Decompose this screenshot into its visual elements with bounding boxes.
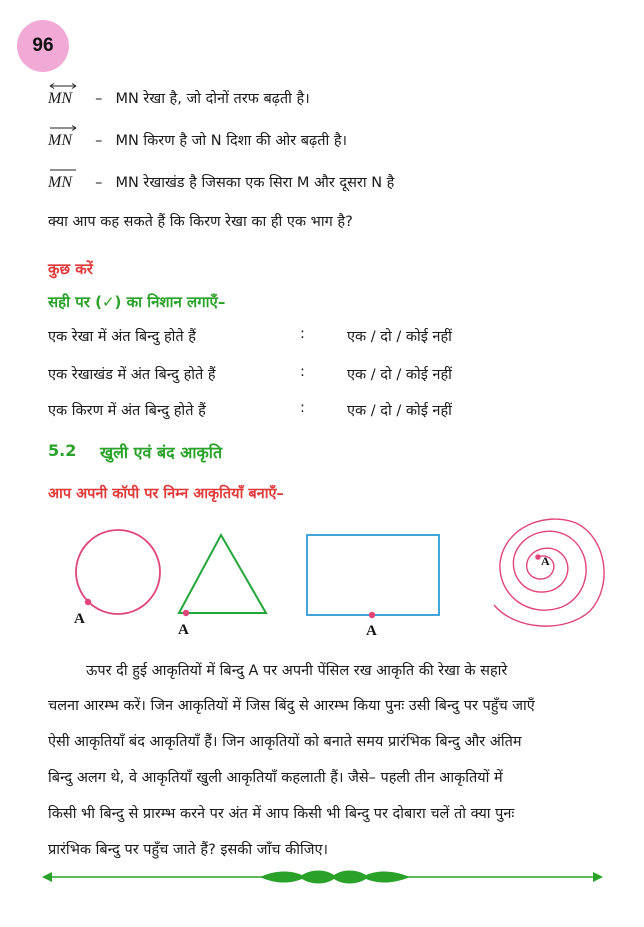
circle-point-a bbox=[85, 599, 91, 605]
bar-icon bbox=[48, 166, 78, 174]
ray-symbol: MN bbox=[48, 132, 82, 150]
activity-row-options: एक / दो / कोई नहीं bbox=[347, 367, 452, 383]
paragraph-line: किसी भी बिन्दु से प्रारम्भ करने पर अंत में आप किसी भी बिन्दु पर दोबारा चलें तो क्या पुनः bbox=[48, 806, 515, 822]
page-number: 96 bbox=[32, 35, 54, 56]
paragraph-line: ऊपर दी हुई आकृतियों में बिन्दु A पर अपनी पेंसिल रख आकृति की रेखा के सहारे bbox=[86, 663, 508, 679]
decorative-divider bbox=[40, 867, 605, 887]
activity-row-options: एक / दो / कोई नहीं bbox=[347, 329, 452, 345]
line-symbol: MN bbox=[48, 90, 82, 108]
spiral-label-a: A bbox=[541, 554, 550, 568]
triangle-point-a bbox=[183, 610, 189, 616]
circle-label-a: A bbox=[74, 611, 85, 627]
ornament-icon bbox=[260, 871, 410, 884]
notation-line-line: MN – MN रेखा है, जो दोनों तरफ बढ़ती है। bbox=[48, 88, 310, 108]
activity-row-options: एक / दो / कोई नहीं bbox=[347, 403, 452, 419]
notation-line-ray: MN – MN किरण है जो N दिशा की ओर बढ़ती है। bbox=[48, 130, 347, 150]
segment-symbol: MN bbox=[48, 174, 82, 192]
activity-row-colon: : bbox=[300, 400, 305, 416]
paragraph-line: बिन्दु अलग थे, वे आकृतियाँ खुली आकृतियाँ कहलाती हैं। जैसे– पहली तीन आकृतियों में bbox=[48, 770, 503, 786]
paragraph-line: ऐसी आकृतियाँ बंद आकृतियाँ हैं। जिन आकृतियों को बनाते समय प्रारंभिक बिन्दु और अंतिम bbox=[48, 734, 522, 750]
figures-panel bbox=[0, 495, 644, 645]
activity-instruction: सही पर (✓) का निशान लगाएँ– bbox=[48, 293, 226, 311]
spiral-point-a bbox=[535, 554, 541, 560]
right-arrowhead-icon bbox=[593, 872, 603, 882]
paragraph-line: चलना आरम्भ करें। जिन आकृतियों में जिस बिंदु से आरम्भ किया पुनः उसी बिन्दु पर पहुँच जाएँ bbox=[48, 698, 535, 714]
section-title: खुली एवं बंद आकृति bbox=[100, 443, 223, 462]
page-number-badge bbox=[17, 20, 69, 72]
double-arrow-icon bbox=[48, 82, 78, 90]
rectangle-point-a bbox=[369, 612, 375, 618]
activity-row-statement: एक रेखाखंड में अंत बिन्दु होते हैं bbox=[48, 367, 216, 383]
paragraph-line: प्रारंभिक बिन्दु पर पहुँच जाते हैं? इसकी जाँच कीजिए। bbox=[48, 842, 329, 858]
right-arrow-icon bbox=[48, 124, 78, 132]
rectangle-figure bbox=[307, 535, 439, 615]
question-text: क्या आप कह सकते हैं कि किरण रेखा का ही एक भाग है? bbox=[48, 214, 353, 230]
notation-line-segment: MN – MN रेखाखंड है जिसका एक सिरा M और दूसरा N है bbox=[48, 172, 394, 192]
activity-row-colon: : bbox=[300, 364, 305, 380]
activity-row-statement: एक रेखा में अंत बिन्दु होते हैं bbox=[48, 329, 197, 345]
spiral-figure bbox=[494, 519, 604, 626]
activity-heading: कुछ करें bbox=[48, 260, 93, 278]
triangle-figure bbox=[179, 535, 266, 613]
triangle-label-a: A bbox=[178, 622, 189, 638]
activity-row-colon: : bbox=[300, 326, 305, 342]
activity-row-statement: एक किरण में अंत बिन्दु होते हैं bbox=[48, 403, 206, 419]
ray-definition: MN किरण है जो N दिशा की ओर बढ़ती है। bbox=[115, 133, 348, 149]
draw-instruction: आप अपनी कॉपी पर निम्न आकृतियाँ बनाएँ– bbox=[48, 486, 284, 502]
rectangle-label-a: A bbox=[366, 623, 377, 639]
segment-definition: MN रेखाखंड है जिसका एक सिरा M और दूसरा N है bbox=[115, 175, 395, 191]
section-number: 5.2 bbox=[48, 441, 77, 460]
line-definition: MN रेखा है, जो दोनों तरफ बढ़ती है। bbox=[115, 91, 310, 107]
left-arrowhead-icon bbox=[42, 872, 52, 882]
